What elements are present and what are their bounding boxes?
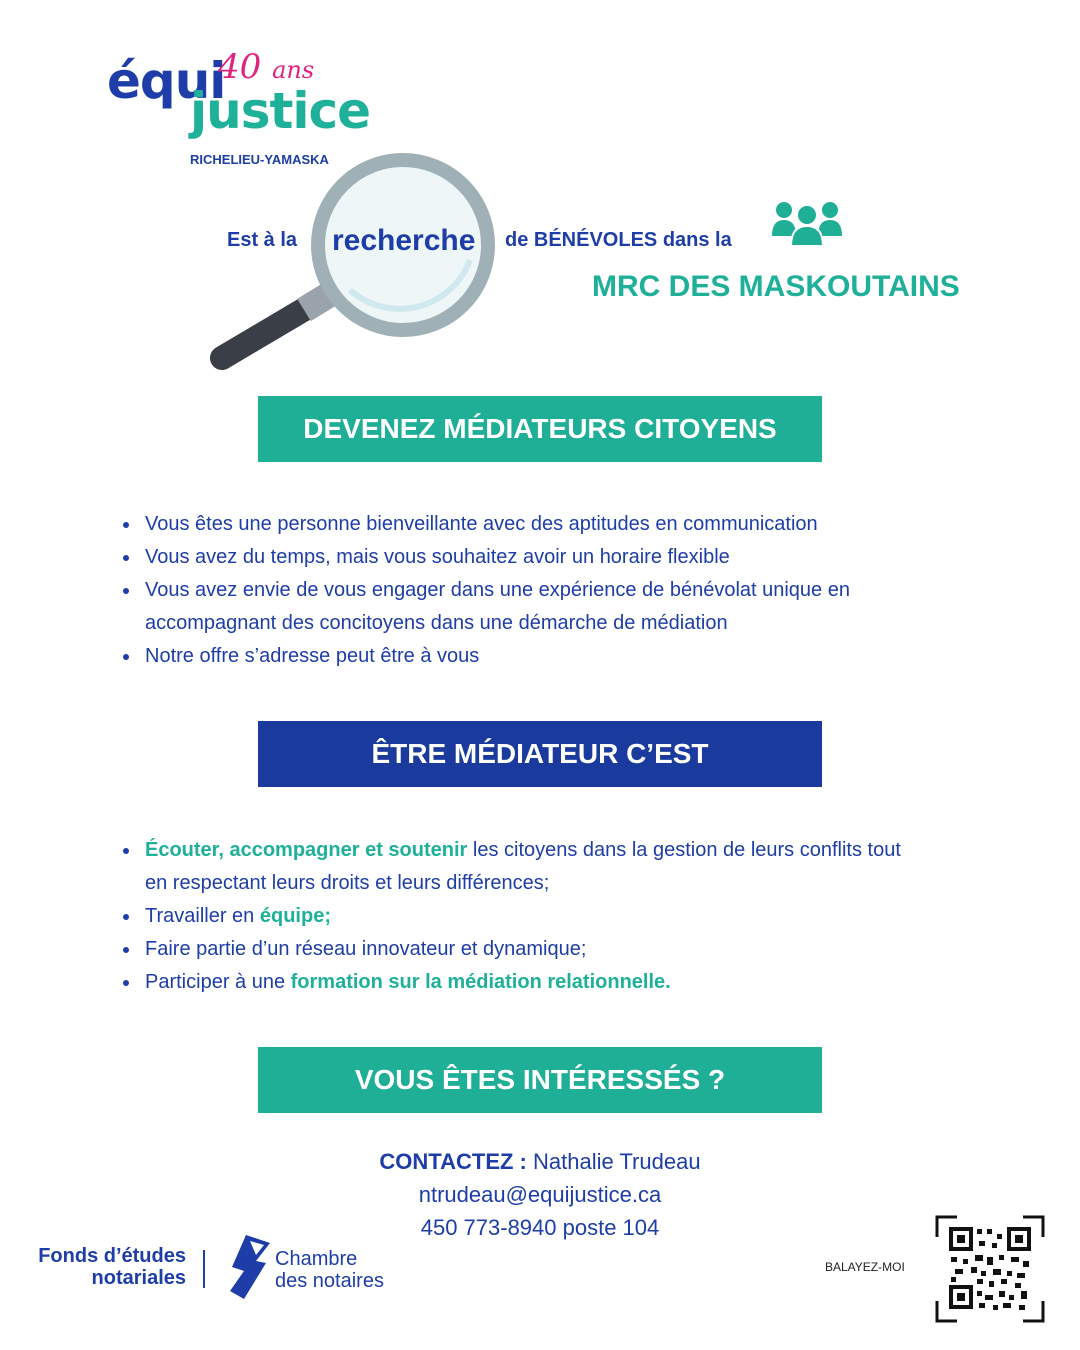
header-suffix: de BÉNÉVOLES dans la bbox=[505, 229, 732, 251]
logo-anniversary bbox=[218, 47, 315, 87]
section-interesses-banner: VOUS ÊTES INTÉRESSÉS ? bbox=[258, 1047, 822, 1113]
list-item-highlight: Écouter, accompagner et soutenir bbox=[145, 839, 468, 861]
list-item: Vous avez du temps, mais vous souhaitez avoir un horaire flexible bbox=[119, 541, 919, 574]
qr-label: BALAYEZ-MOI bbox=[825, 1260, 905, 1274]
list-item-text: Travailler en bbox=[145, 905, 260, 927]
people-icon bbox=[770, 198, 844, 248]
header-highlight: recherche bbox=[332, 224, 476, 257]
contact-block bbox=[290, 1145, 790, 1244]
fonds-logo-text bbox=[26, 1245, 186, 1289]
list-item bbox=[119, 834, 905, 900]
header-prefix: Est à la bbox=[227, 229, 298, 251]
chambre-logo-text bbox=[275, 1248, 384, 1292]
fonds-line: Fonds d’études bbox=[38, 1245, 186, 1267]
section-etre-list bbox=[119, 834, 919, 999]
logo-equi-text: équi bbox=[107, 52, 226, 110]
qr-code-icon[interactable] bbox=[935, 1215, 1045, 1323]
magnifying-glass-icon bbox=[200, 150, 510, 380]
contact-name: Nathalie Trudeau bbox=[526, 1149, 701, 1174]
section-etre-banner: ÊTRE MÉDIATEUR C’EST bbox=[258, 721, 822, 787]
contact-line bbox=[290, 1145, 790, 1178]
fonds-line: notariales bbox=[91, 1267, 186, 1289]
list-item bbox=[119, 900, 919, 933]
location-title: MRC DES MASKOUTAINS bbox=[592, 270, 960, 303]
section-devenez-banner: DEVENEZ MÉDIATEURS CITOYENS bbox=[258, 396, 822, 462]
anniversary-word: ans bbox=[272, 56, 315, 84]
logo-justice-text: justice bbox=[190, 82, 371, 140]
region-label: RICHELIEU-YAMASKA bbox=[190, 152, 329, 167]
list-item: Vous êtes une personne bienveillante avec des aptitudes en communication bbox=[119, 508, 919, 541]
contact-email[interactable]: ntrudeau@equijustice.ca bbox=[418, 1182, 662, 1207]
chambre-line: Chambre bbox=[275, 1248, 358, 1270]
list-item bbox=[119, 966, 919, 999]
list-item-highlight: équipe; bbox=[259, 905, 331, 927]
list-item: Vous avez envie de vous engager dans une expérience de bénévolat unique en accompagnant des concitoyens dans une démarche de médiation bbox=[119, 574, 895, 640]
chambre-notaires-logo-icon bbox=[226, 1233, 274, 1303]
anniversary-number: 40 bbox=[218, 47, 262, 87]
contact-phone[interactable]: 450 773-8940 poste 104 bbox=[420, 1215, 660, 1240]
section-devenez-list bbox=[119, 508, 919, 673]
list-item: Faire partie d’un réseau innovateur et dynamique; bbox=[119, 933, 919, 966]
contact-label: CONTACTEZ : bbox=[379, 1149, 527, 1174]
chambre-line: des notaires bbox=[275, 1270, 384, 1292]
footer-divider bbox=[203, 1250, 205, 1288]
list-item-highlight: formation sur la médiation relationnelle. bbox=[290, 971, 671, 993]
list-item: Notre offre s’adresse peut être à vous bbox=[119, 640, 919, 673]
list-item-text: Participer à une bbox=[145, 971, 291, 993]
list-item-text: les citoyens dans la gestion de leurs conflits tout en respectant leurs droits et leurs différences; bbox=[145, 839, 901, 894]
